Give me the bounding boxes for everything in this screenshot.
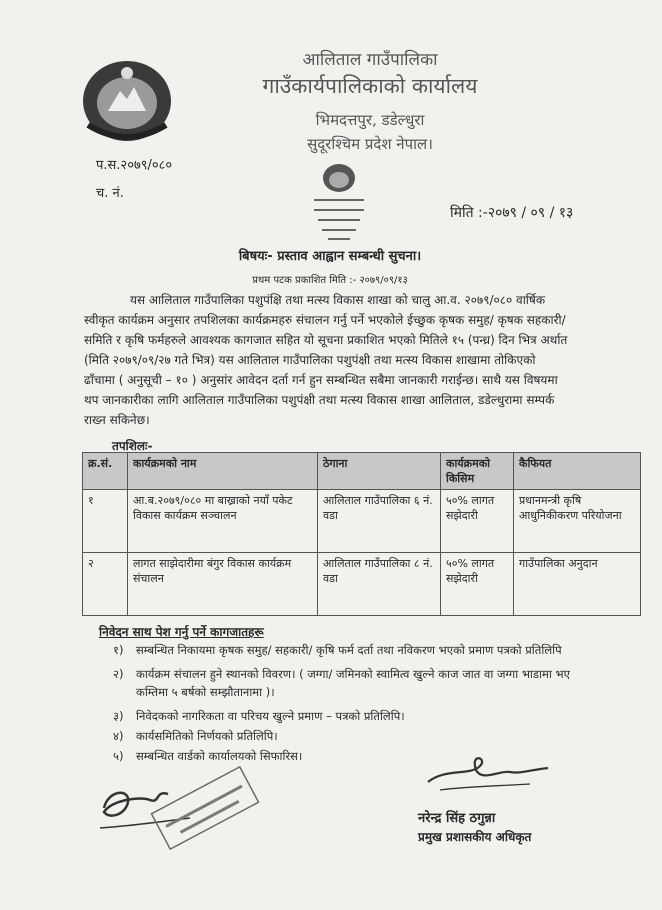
column-header: कार्यक्रमको किसिम bbox=[441, 453, 514, 490]
document-number: १) bbox=[113, 643, 124, 657]
document-item: सम्बन्धित वार्डको कार्यालयको सिफारिस। bbox=[136, 749, 303, 763]
office-address: भिमदत्तपुर, डडेल्धुरा bbox=[315, 111, 425, 129]
document-item: सम्बन्धित निकायमा कृषक समुह/ सहकारी/ कृषि फर्म दर्ता तथा नविकरण भएको प्रमाण पत्रको प्रतिलिपि bbox=[136, 643, 562, 657]
signatory-title: प्रमुख प्रशासकीय अधिकृत bbox=[418, 830, 532, 844]
table-cell: २ bbox=[83, 553, 128, 616]
notice-subject: बिषयः- प्रस्ताव आह्वान सम्बन्धी सुचना। bbox=[238, 249, 422, 264]
document-item: कार्यसमितिको निर्णयको प्रतिलिपि। bbox=[136, 729, 278, 743]
published-date: प्रथम पटक प्रकाशित मिति :- २०७९/०९/१३ bbox=[252, 275, 408, 286]
column-header: ठेगाना bbox=[318, 453, 441, 490]
table-row bbox=[83, 490, 641, 553]
table-cell: १ bbox=[83, 490, 128, 553]
program-table bbox=[82, 452, 641, 616]
body-line: ढाँचामा ( अनुसूची – १० ) अनुसांर आवेदन दर्ता गर्न हुन सम्बन्धित सबैमा जानकारी गराईन्छ। साथै यस विषयमा bbox=[84, 373, 558, 387]
table-cell: लागत साझेदारीमा बंगुर विकास कार्यक्रम संचालन bbox=[128, 553, 318, 616]
document-number: ३) bbox=[113, 709, 124, 723]
table-row bbox=[83, 553, 641, 616]
province-name: सुदूरश्चिम प्रदेश नेपाल। bbox=[307, 135, 433, 153]
notice-date: मिति :-२०७९ / ०९ / १३ bbox=[450, 205, 574, 221]
document-number: ५) bbox=[113, 749, 124, 763]
table-cell: आलिताल गाउँपालिका ८ नं. वडा bbox=[318, 553, 441, 616]
body-line: स्वीकृत कार्यक्रम अनुसार तपशिलका कार्यक्रमहरु संचालन गर्नु पर्ने भएकोले ईच्छुक कृषक समुह/ कृषक सहकारी/ bbox=[84, 313, 566, 327]
office-stamp-icon bbox=[300, 158, 378, 244]
table-cell: ५०% लागत सझेदारी bbox=[441, 553, 514, 616]
table-cell: आलिताल गाउँपालिका ६ नं. वडा bbox=[318, 490, 441, 553]
body-line: थप जानकारीका लागि आलिताल गाउँपालिका पशुपंक्षी तथा मत्स्य विकास शाखा आलिताल, डडेल्धुरामा सम्पर्क bbox=[84, 393, 555, 407]
table-cell: आ.ब.२०७९/०८० मा बाख्राको नयाँ पकेट विकास कार्यक्रम सञ्चालन bbox=[128, 490, 318, 553]
document-number: ४) bbox=[113, 729, 124, 743]
right-signature-icon bbox=[428, 758, 548, 790]
body-line: राख्न सकिनेछ। bbox=[84, 413, 150, 427]
body-line: यस आलिताल गाउँपालिका पशुपंक्षि तथा मत्स्य विकास शाखा को चालु आ.व. २०७९/०८० वार्षिक bbox=[130, 293, 546, 307]
body-line: समिति र कृषि फर्महरुले आवश्यक कागजात सहित यो सूचना प्रकाशित भएको मितिले १५ (पन्ध्र) दिन भित्र अर्थात bbox=[84, 333, 568, 347]
signatory-name: नरेन्द्र सिंह ठगुन्ना bbox=[418, 811, 496, 826]
list-title: तपशिलः- bbox=[112, 439, 153, 453]
document-item: कम्तिमा ५ बर्षको सम्झौतानामा )। bbox=[136, 685, 275, 699]
column-header: कार्यक्रमको नाम bbox=[128, 453, 318, 490]
shakha-pramukh-stamp-icon bbox=[151, 767, 258, 849]
municipality-name: आलिताल गाउँपालिका bbox=[302, 50, 438, 70]
document-item: निवेदकको नागरिकता वा परिचय खुल्ने प्रमाण – पत्रको प्रतिलिपि। bbox=[136, 709, 405, 723]
document-item: कार्यक्रम संचालन हुने स्थानको विवरण। ( जग्गा/ जमिनको स्वामित्व खुल्ने काज जात वा जग्गा भाडामा भए bbox=[136, 667, 570, 681]
dispatch-number: च. नं. bbox=[96, 186, 124, 201]
documents-title: निवेदन साथ पेश गर्नु पर्ने कागजातहरू bbox=[99, 625, 264, 639]
table-cell: ५०% लागत सझेदारी bbox=[441, 490, 514, 553]
column-header: कैफियत bbox=[514, 453, 641, 490]
column-header: क्र.सं. bbox=[83, 453, 128, 490]
document-number: २) bbox=[113, 667, 124, 681]
table-cell: गाउँपालिका अनुदान bbox=[514, 553, 641, 616]
office-name: गाउँकार्यपालिकाको कार्यालय bbox=[262, 74, 478, 98]
table-cell: प्रधानमन्त्री कृषि आधुनिकीकरण परियोजना bbox=[514, 490, 641, 553]
left-signature-icon bbox=[100, 793, 190, 828]
reference-number: प.स.२०७९/०८० bbox=[96, 158, 173, 173]
body-line: (मिति २०७९/०९/२७ गते भित्र) यस आलिताल गाउँपालिका पशुपंक्षी तथा मत्स्य विकास शाखामा तोकिएको bbox=[84, 353, 536, 367]
table-header-row bbox=[83, 453, 641, 490]
nepal-emblem-icon bbox=[78, 55, 176, 147]
